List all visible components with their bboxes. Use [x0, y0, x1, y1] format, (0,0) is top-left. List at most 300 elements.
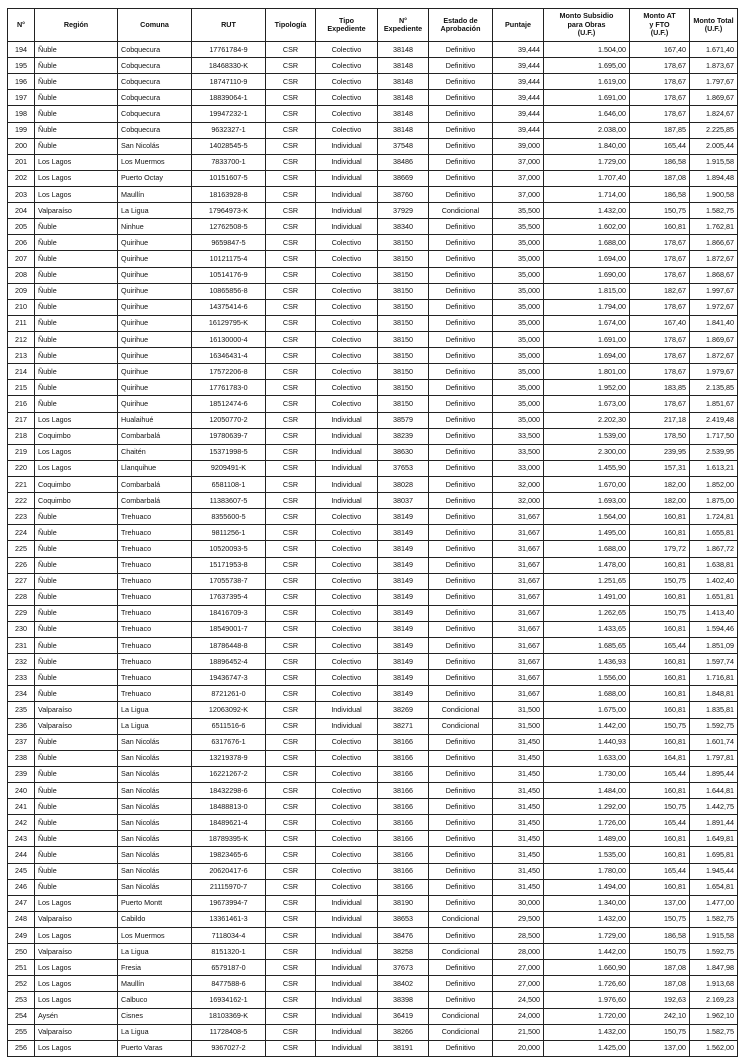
cell-no-expediente: 38340: [378, 219, 429, 235]
column-header-puntaje: Puntaje: [493, 9, 544, 42]
cell-monto-subsidio-obras: 1.425,00: [544, 1040, 630, 1056]
cell-rut: 18103369-K: [192, 1008, 266, 1024]
cell-monto-subsidio-obras: 1.685,65: [544, 638, 630, 654]
cell-comuna: Maullín: [118, 976, 192, 992]
cell-no: 232: [8, 654, 35, 670]
cell-monto-at-fto: 160,81: [630, 847, 690, 863]
cell-tipo-expediente: Colectivo: [316, 380, 378, 396]
cell-monto-at-fto: 150,75: [630, 605, 690, 621]
cell-monto-subsidio-obras: 1.564,00: [544, 509, 630, 525]
table-row: [8, 138, 738, 154]
cell-monto-subsidio-obras: 1.688,00: [544, 541, 630, 557]
cell-region: Ñuble: [35, 734, 118, 750]
cell-region: Ñuble: [35, 364, 118, 380]
cell-region: Coquimbo: [35, 493, 118, 509]
cell-region: Los Lagos: [35, 960, 118, 976]
table-row: [8, 638, 738, 654]
cell-tipo-expediente: Individual: [316, 186, 378, 202]
cell-no: 198: [8, 106, 35, 122]
cell-puntaje: 33,000: [493, 460, 544, 476]
cell-estado-aprobacion: Definitivo: [429, 476, 493, 492]
cell-tipo-expediente: Colectivo: [316, 750, 378, 766]
cell-monto-subsidio-obras: 1.494,00: [544, 879, 630, 895]
cell-rut: 10865856-8: [192, 283, 266, 299]
cell-rut: 10514176-9: [192, 267, 266, 283]
cell-monto-subsidio-obras: 1.556,00: [544, 670, 630, 686]
cell-no-expediente: 38166: [378, 766, 429, 782]
cell-comuna: Cobquecura: [118, 122, 192, 138]
cell-tipo-expediente: Colectivo: [316, 396, 378, 412]
cell-comuna: Quirihue: [118, 251, 192, 267]
cell-tipologia: CSR: [266, 621, 316, 637]
cell-estado-aprobacion: Definitivo: [429, 396, 493, 412]
cell-puntaje: 31,667: [493, 638, 544, 654]
cell-comuna: Ninhue: [118, 219, 192, 235]
cell-rut: 18789395-K: [192, 831, 266, 847]
cell-rut: 10520093-5: [192, 541, 266, 557]
cell-rut: 18489621-4: [192, 815, 266, 831]
table-row: [8, 911, 738, 927]
cell-puntaje: 35,000: [493, 331, 544, 347]
cell-estado-aprobacion: Definitivo: [429, 1040, 493, 1056]
cell-monto-at-fto: 182,00: [630, 476, 690, 492]
cell-monto-subsidio-obras: 1.694,00: [544, 348, 630, 364]
cell-monto-at-fto: 187,08: [630, 960, 690, 976]
cell-comuna: Puerto Montt: [118, 895, 192, 911]
cell-monto-total: 1.851,09: [690, 638, 738, 654]
cell-no: 240: [8, 783, 35, 799]
cell-monto-subsidio-obras: 1.688,00: [544, 686, 630, 702]
cell-rut: 16221267-2: [192, 766, 266, 782]
cell-tipologia: CSR: [266, 74, 316, 90]
cell-tipo-expediente: Colectivo: [316, 251, 378, 267]
cell-no-expediente: 38150: [378, 251, 429, 267]
cell-monto-total: 1.654,81: [690, 879, 738, 895]
cell-puntaje: 35,000: [493, 299, 544, 315]
cell-region: Ñuble: [35, 638, 118, 654]
cell-monto-total: 1.868,67: [690, 267, 738, 283]
cell-no-expediente: 38148: [378, 122, 429, 138]
cell-puntaje: 37,000: [493, 186, 544, 202]
column-header-tipologia: Tipología: [266, 9, 316, 42]
table-row: [8, 815, 738, 831]
cell-region: Los Lagos: [35, 154, 118, 170]
cell-puntaje: 35,000: [493, 235, 544, 251]
cell-no-expediente: 38630: [378, 444, 429, 460]
cell-puntaje: 37,000: [493, 170, 544, 186]
cell-estado-aprobacion: Definitivo: [429, 525, 493, 541]
cell-comuna: San Nicolás: [118, 138, 192, 154]
cell-puntaje: 31,450: [493, 879, 544, 895]
cell-no-expediente: 38149: [378, 589, 429, 605]
cell-tipo-expediente: Colectivo: [316, 734, 378, 750]
cell-region: Valparaíso: [35, 702, 118, 718]
cell-estado-aprobacion: Definitivo: [429, 750, 493, 766]
cell-monto-total: 1.979,67: [690, 364, 738, 380]
cell-no: 223: [8, 509, 35, 525]
cell-puntaje: 33,500: [493, 444, 544, 460]
cell-puntaje: 31,667: [493, 686, 544, 702]
cell-monto-at-fto: 150,75: [630, 944, 690, 960]
cell-no: 215: [8, 380, 35, 396]
cell-region: Ñuble: [35, 380, 118, 396]
cell-no-expediente: 38149: [378, 638, 429, 654]
cell-puntaje: 35,000: [493, 364, 544, 380]
cell-region: Ñuble: [35, 541, 118, 557]
cell-no: 212: [8, 331, 35, 347]
table-row: [8, 573, 738, 589]
cell-estado-aprobacion: Definitivo: [429, 444, 493, 460]
cell-no: 228: [8, 589, 35, 605]
cell-estado-aprobacion: Definitivo: [429, 686, 493, 702]
table-body: [8, 42, 738, 1057]
cell-monto-subsidio-obras: 1.794,00: [544, 299, 630, 315]
cell-monto-at-fto: 165,44: [630, 863, 690, 879]
cell-no-expediente: 38579: [378, 412, 429, 428]
cell-no-expediente: 38398: [378, 992, 429, 1008]
cell-region: Valparaíso: [35, 203, 118, 219]
cell-comuna: Cobquecura: [118, 42, 192, 58]
cell-monto-at-fto: 178,67: [630, 235, 690, 251]
cell-monto-total: 1.872,67: [690, 251, 738, 267]
cell-region: Los Lagos: [35, 928, 118, 944]
cell-tipologia: CSR: [266, 654, 316, 670]
cell-rut: 18747110-9: [192, 74, 266, 90]
cell-monto-at-fto: 178,67: [630, 74, 690, 90]
cell-monto-at-fto: 157,31: [630, 460, 690, 476]
cell-tipologia: CSR: [266, 766, 316, 782]
cell-comuna: Cobquecura: [118, 74, 192, 90]
cell-no: 225: [8, 541, 35, 557]
cell-tipologia: CSR: [266, 879, 316, 895]
cell-rut: 17637395-4: [192, 589, 266, 605]
cell-no: 213: [8, 348, 35, 364]
cell-estado-aprobacion: Definitivo: [429, 670, 493, 686]
cell-estado-aprobacion: Definitivo: [429, 799, 493, 815]
table-row: [8, 90, 738, 106]
table-row: [8, 686, 738, 702]
cell-no-expediente: 38148: [378, 90, 429, 106]
cell-no-expediente: 38150: [378, 348, 429, 364]
cell-tipologia: CSR: [266, 412, 316, 428]
cell-no: 218: [8, 428, 35, 444]
cell-monto-total: 1.597,74: [690, 654, 738, 670]
cell-region: Ñuble: [35, 299, 118, 315]
cell-no-expediente: 38269: [378, 702, 429, 718]
table-row: [8, 654, 738, 670]
cell-monto-at-fto: 165,44: [630, 766, 690, 782]
cell-no-expediente: 38150: [378, 267, 429, 283]
cell-tipologia: CSR: [266, 396, 316, 412]
table-row: [8, 621, 738, 637]
cell-no: 211: [8, 315, 35, 331]
cell-estado-aprobacion: Definitivo: [429, 928, 493, 944]
cell-monto-total: 1.562,00: [690, 1040, 738, 1056]
cell-monto-total: 1.945,44: [690, 863, 738, 879]
cell-no-expediente: 38486: [378, 154, 429, 170]
table-row: [8, 960, 738, 976]
cell-no: 200: [8, 138, 35, 154]
cell-comuna: Trehuaco: [118, 621, 192, 637]
cell-region: Ñuble: [35, 621, 118, 637]
cell-tipo-expediente: Colectivo: [316, 863, 378, 879]
table-row: [8, 509, 738, 525]
cell-monto-at-fto: 167,40: [630, 315, 690, 331]
cell-no-expediente: 38149: [378, 605, 429, 621]
cell-tipologia: CSR: [266, 58, 316, 74]
cell-monto-subsidio-obras: 1.432,00: [544, 1024, 630, 1040]
cell-tipologia: CSR: [266, 428, 316, 444]
cell-tipologia: CSR: [266, 863, 316, 879]
cell-monto-total: 1.477,00: [690, 895, 738, 911]
cell-estado-aprobacion: Definitivo: [429, 847, 493, 863]
cell-monto-subsidio-obras: 1.815,00: [544, 283, 630, 299]
cell-no-expediente: 38166: [378, 734, 429, 750]
cell-no: 236: [8, 718, 35, 734]
cell-tipo-expediente: Individual: [316, 154, 378, 170]
cell-puntaje: 24,500: [493, 992, 544, 1008]
cell-monto-subsidio-obras: 1.442,00: [544, 718, 630, 734]
cell-monto-total: 1.582,75: [690, 203, 738, 219]
column-header-monto-at-fto: Monto AT y FTO (U.F.): [630, 9, 690, 42]
cell-no-expediente: 36419: [378, 1008, 429, 1024]
cell-tipologia: CSR: [266, 541, 316, 557]
cell-no-expediente: 38166: [378, 815, 429, 831]
cell-estado-aprobacion: Definitivo: [429, 283, 493, 299]
cell-monto-at-fto: 187,08: [630, 170, 690, 186]
cell-no-expediente: 38148: [378, 106, 429, 122]
cell-monto-total: 1.869,67: [690, 90, 738, 106]
cell-tipologia: CSR: [266, 299, 316, 315]
cell-puntaje: 35,000: [493, 396, 544, 412]
cell-estado-aprobacion: Definitivo: [429, 170, 493, 186]
cell-rut: 10151607-5: [192, 170, 266, 186]
cell-monto-at-fto: 160,81: [630, 589, 690, 605]
cell-tipo-expediente: Colectivo: [316, 686, 378, 702]
column-header-estado-aprobacion: Estado de Aprobación: [429, 9, 493, 42]
cell-rut: 9632327-1: [192, 122, 266, 138]
cell-monto-at-fto: 160,81: [630, 525, 690, 541]
cell-estado-aprobacion: Definitivo: [429, 621, 493, 637]
cell-region: Ñuble: [35, 654, 118, 670]
cell-rut: 18432298-6: [192, 783, 266, 799]
cell-puntaje: 27,000: [493, 960, 544, 976]
cell-monto-at-fto: 178,50: [630, 428, 690, 444]
cell-tipo-expediente: Individual: [316, 170, 378, 186]
cell-monto-at-fto: 178,67: [630, 90, 690, 106]
cell-region: Ñuble: [35, 42, 118, 58]
cell-tipologia: CSR: [266, 331, 316, 347]
cell-tipo-expediente: Colectivo: [316, 331, 378, 347]
cell-puntaje: 30,000: [493, 895, 544, 911]
cell-tipo-expediente: Individual: [316, 476, 378, 492]
cell-monto-subsidio-obras: 1.602,00: [544, 219, 630, 235]
table-row: [8, 106, 738, 122]
cell-tipo-expediente: Colectivo: [316, 283, 378, 299]
table-row: [8, 541, 738, 557]
cell-monto-at-fto: 160,81: [630, 557, 690, 573]
cell-tipologia: CSR: [266, 944, 316, 960]
table-row: [8, 170, 738, 186]
cell-monto-total: 1.797,81: [690, 750, 738, 766]
cell-comuna: Trehuaco: [118, 509, 192, 525]
cell-puntaje: 21,500: [493, 1024, 544, 1040]
cell-tipologia: CSR: [266, 42, 316, 58]
cell-rut: 6511516-6: [192, 718, 266, 734]
cell-rut: 10121175-4: [192, 251, 266, 267]
cell-no: 243: [8, 831, 35, 847]
cell-tipo-expediente: Colectivo: [316, 573, 378, 589]
cell-tipo-expediente: Individual: [316, 203, 378, 219]
cell-tipologia: CSR: [266, 364, 316, 380]
cell-monto-at-fto: 137,00: [630, 1040, 690, 1056]
cell-rut: 16130000-4: [192, 331, 266, 347]
cell-monto-at-fto: 150,75: [630, 203, 690, 219]
cell-puntaje: 39,444: [493, 122, 544, 138]
cell-monto-at-fto: 167,40: [630, 42, 690, 58]
table-row: [8, 460, 738, 476]
cell-no: 208: [8, 267, 35, 283]
cell-comuna: Maullín: [118, 186, 192, 202]
subsidy-results-table: [7, 8, 738, 1057]
cell-tipologia: CSR: [266, 1024, 316, 1040]
table-row: [8, 412, 738, 428]
cell-tipo-expediente: Colectivo: [316, 122, 378, 138]
cell-tipologia: CSR: [266, 960, 316, 976]
cell-no: 230: [8, 621, 35, 637]
cell-no: 256: [8, 1040, 35, 1056]
cell-monto-subsidio-obras: 1.340,00: [544, 895, 630, 911]
table-row: [8, 750, 738, 766]
cell-estado-aprobacion: Definitivo: [429, 186, 493, 202]
table-row: [8, 186, 738, 202]
table-row: [8, 348, 738, 364]
cell-rut: 19823465-6: [192, 847, 266, 863]
table-row: [8, 203, 738, 219]
cell-tipo-expediente: Colectivo: [316, 74, 378, 90]
cell-tipologia: CSR: [266, 976, 316, 992]
cell-monto-subsidio-obras: 1.707,40: [544, 170, 630, 186]
table-row: [8, 557, 738, 573]
cell-tipo-expediente: Individual: [316, 219, 378, 235]
cell-monto-subsidio-obras: 1.455,90: [544, 460, 630, 476]
cell-puntaje: 31,667: [493, 605, 544, 621]
cell-no-expediente: 38669: [378, 170, 429, 186]
cell-monto-subsidio-obras: 1.691,00: [544, 90, 630, 106]
cell-monto-at-fto: 178,67: [630, 267, 690, 283]
cell-monto-at-fto: 160,81: [630, 670, 690, 686]
cell-monto-subsidio-obras: 1.440,93: [544, 734, 630, 750]
cell-puntaje: 39,444: [493, 74, 544, 90]
column-header-no: N°: [8, 9, 35, 42]
cell-tipo-expediente: Colectivo: [316, 831, 378, 847]
cell-tipologia: CSR: [266, 138, 316, 154]
table-row: [8, 122, 738, 138]
cell-no-expediente: 38166: [378, 879, 429, 895]
cell-monto-subsidio-obras: 1.436,93: [544, 654, 630, 670]
cell-no-expediente: 37673: [378, 960, 429, 976]
cell-comuna: Trehuaco: [118, 670, 192, 686]
cell-rut: 16934162-1: [192, 992, 266, 1008]
cell-monto-at-fto: 160,81: [630, 621, 690, 637]
cell-puntaje: 27,000: [493, 976, 544, 992]
cell-tipologia: CSR: [266, 348, 316, 364]
cell-puntaje: 35,000: [493, 412, 544, 428]
cell-puntaje: 24,000: [493, 1008, 544, 1024]
cell-no: 237: [8, 734, 35, 750]
cell-rut: 21115970-7: [192, 879, 266, 895]
table-row: [8, 992, 738, 1008]
cell-no: 250: [8, 944, 35, 960]
table-row: [8, 831, 738, 847]
cell-estado-aprobacion: Definitivo: [429, 348, 493, 364]
cell-region: Ñuble: [35, 863, 118, 879]
cell-monto-total: 1.644,81: [690, 783, 738, 799]
cell-rut: 18896452-4: [192, 654, 266, 670]
cell-tipologia: CSR: [266, 106, 316, 122]
cell-no: 245: [8, 863, 35, 879]
table-row: [8, 1008, 738, 1024]
cell-tipo-expediente: Colectivo: [316, 509, 378, 525]
table-row: [8, 702, 738, 718]
cell-no-expediente: 38266: [378, 1024, 429, 1040]
cell-no-expediente: 38149: [378, 525, 429, 541]
cell-puntaje: 31,667: [493, 654, 544, 670]
cell-comuna: Cobquecura: [118, 90, 192, 106]
cell-monto-total: 1.582,75: [690, 911, 738, 927]
cell-monto-at-fto: 178,67: [630, 331, 690, 347]
table-row: [8, 718, 738, 734]
cell-monto-subsidio-obras: 1.484,00: [544, 783, 630, 799]
table-row: [8, 331, 738, 347]
cell-tipologia: CSR: [266, 251, 316, 267]
cell-puntaje: 31,667: [493, 573, 544, 589]
cell-rut: 12063092-K: [192, 702, 266, 718]
cell-comuna: Quirihue: [118, 380, 192, 396]
cell-tipo-expediente: Colectivo: [316, 605, 378, 621]
cell-tipo-expediente: Individual: [316, 428, 378, 444]
cell-rut: 18512474-6: [192, 396, 266, 412]
cell-monto-at-fto: 239,95: [630, 444, 690, 460]
cell-no-expediente: 38166: [378, 750, 429, 766]
cell-no: 205: [8, 219, 35, 235]
cell-monto-total: 1.972,67: [690, 299, 738, 315]
cell-region: Ñuble: [35, 283, 118, 299]
cell-puntaje: 32,000: [493, 493, 544, 509]
cell-puntaje: 31,667: [493, 541, 544, 557]
cell-rut: 17055738-7: [192, 573, 266, 589]
cell-tipo-expediente: Colectivo: [316, 364, 378, 380]
cell-estado-aprobacion: Definitivo: [429, 654, 493, 670]
cell-tipologia: CSR: [266, 203, 316, 219]
cell-monto-subsidio-obras: 1.675,00: [544, 702, 630, 718]
cell-puntaje: 31,450: [493, 831, 544, 847]
cell-puntaje: 35,000: [493, 267, 544, 283]
cell-puntaje: 35,500: [493, 219, 544, 235]
cell-comuna: La Ligua: [118, 1024, 192, 1040]
cell-monto-total: 1.655,81: [690, 525, 738, 541]
cell-monto-subsidio-obras: 1.729,00: [544, 154, 630, 170]
cell-puntaje: 35,000: [493, 251, 544, 267]
cell-region: Ñuble: [35, 396, 118, 412]
cell-monto-at-fto: 178,67: [630, 364, 690, 380]
cell-tipologia: CSR: [266, 799, 316, 815]
cell-no: 239: [8, 766, 35, 782]
cell-no: 201: [8, 154, 35, 170]
cell-no: 231: [8, 638, 35, 654]
cell-monto-subsidio-obras: 2.038,00: [544, 122, 630, 138]
cell-rut: 18416709-3: [192, 605, 266, 621]
